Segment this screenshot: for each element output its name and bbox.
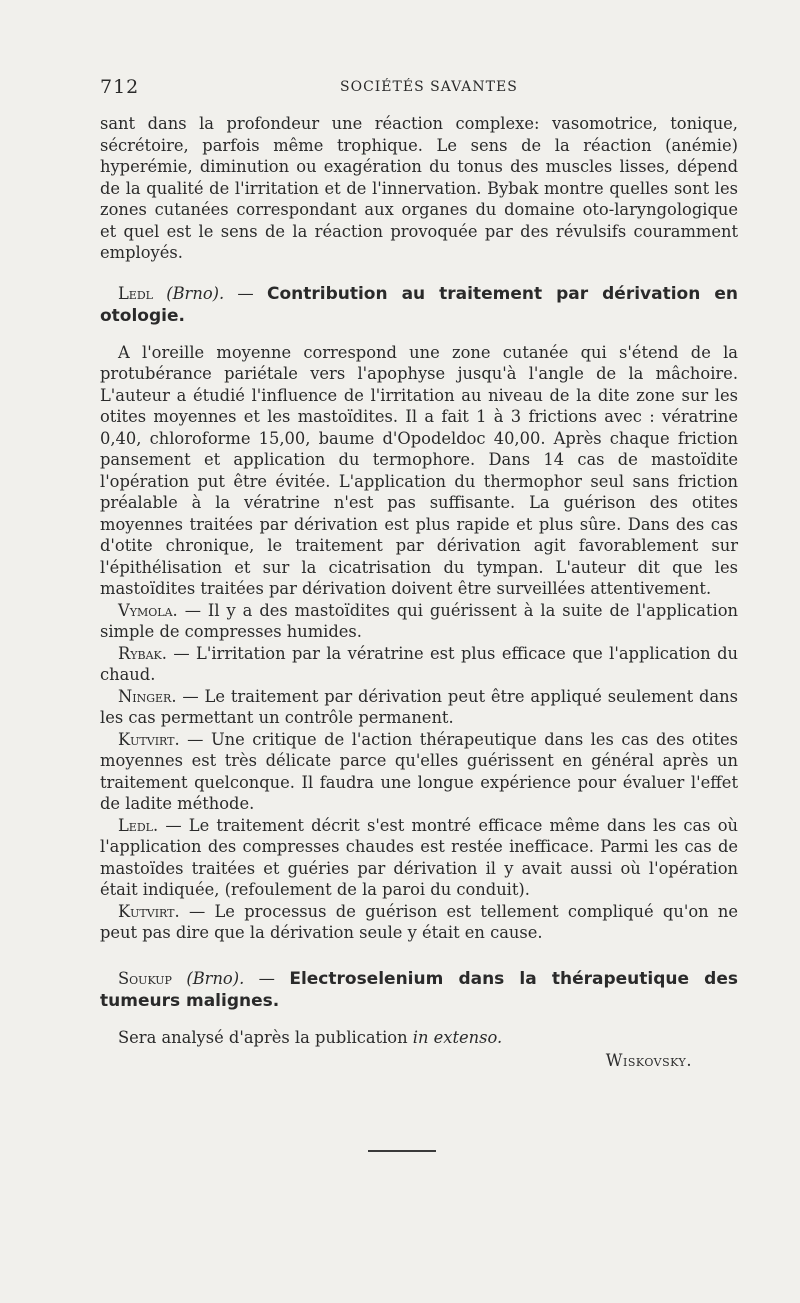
- discussion-text: — L'irritation par la vératrine est plus efficace que l'application du chaud.: [100, 643, 738, 684]
- author-name: Soukup: [118, 968, 172, 988]
- author-location: (Brno).: [166, 283, 225, 303]
- discussion-item: [100, 600, 738, 643]
- discussion-item: [100, 901, 738, 944]
- title-dash: —: [237, 283, 254, 303]
- analysis-note-text: Sera analysé d'après la publication: [118, 1027, 408, 1047]
- discussion-item: [100, 815, 738, 901]
- section-heading-ledl: [100, 283, 738, 328]
- speaker-name: Kutvirt.: [118, 901, 180, 921]
- discussion-text: — Le processus de guérison est tellement compliqué qu'on ne peut pas dire que la dérivation seule y était en cause.: [100, 901, 738, 942]
- section-divider: [368, 1150, 436, 1152]
- discussion-item: [100, 643, 738, 686]
- page-header: [100, 76, 740, 100]
- communication-title: Contribution au traitement par dérivation en otologie.: [100, 283, 738, 326]
- speaker-name: Kutvirt.: [118, 729, 180, 749]
- discussion-item: [100, 729, 738, 815]
- title-dash: —: [258, 968, 275, 988]
- discussion-item: [100, 686, 738, 729]
- author-location: (Brno).: [186, 968, 245, 988]
- analysis-note-italic: in extenso.: [412, 1027, 503, 1047]
- article-body: [100, 113, 738, 1072]
- speaker-name: Ninger.: [118, 686, 177, 706]
- discussion-text: — Une critique de l'action thérapeutique dans les cas des otites moyennes est très délicate parce qu'elles guérissent en général après un traitement quelconque. Il faudra une longue expérience pour évaluer l'effet de ladite méthode.: [100, 729, 739, 813]
- continuation-paragraph: sant dans la profondeur une réaction complexe: vasomotrice, tonique, sécrétoire, parfois même trophique. Le sens de la réaction (anémie) hyperémie, diminution ou exagération du tonus des muscles lisses, dépend de la qualité de l'irritation et de l'innervation. Bybak montre quelles sont les zones cutanées correspondant aux organes du domaine oto-laryngologique et quel est le sens de la réaction provoquée par des révulsifs couramment employés.: [100, 114, 738, 262]
- communication-title: Electroselenium dans la thérapeutique des tumeurs malignes.: [100, 968, 738, 1011]
- analysis-note: [100, 1027, 738, 1049]
- discussion-text: — Le traitement décrit s'est montré efficace même dans les cas où l'application des compresses chaudes est restée inefficace. Parmi les cas de mastoïdes traitées et guéries par dérivation il y avait aussi où l'opération était indiquée, (refoulement de la paroi du conduit).: [100, 815, 738, 899]
- discussion-text: — Il y a des mastoïdites qui guérissent à la suite de l'application simple de compresses humides.: [100, 600, 738, 641]
- speaker-name: Vymola.: [118, 600, 178, 620]
- section-heading-soukup: [100, 968, 738, 1013]
- reviewer-signature: Wiskovsky.: [605, 1051, 692, 1070]
- author-name: Ledl: [118, 283, 153, 303]
- speaker-name: Ledl.: [118, 815, 159, 835]
- page-number: 712: [100, 76, 140, 98]
- communication-body: A l'oreille moyenne correspond une zone cutanée qui s'étend de la protubérance pariétale vers l'apophyse jusqu'à l'angle de la mâchoire. L'auteur a étudié l'influence de l'irritation au niveau de la dite zone sur les otites moyennes et les mastoïdites. Il a fait 1 à 3 frictions avec : vératrine 0,40, chloroforme 15,00, baume d'Opodeldoc 40,00. Après chaque friction pansement et application du termophore. Dans 14 cas de mastoïdite l'opération put être évitée. L'application du thermophor seul sans friction préalable à la vératrine n'est pas suffisante. La guérison des otites moyennes traitées par dérivation est plus rapide et plus sûre. Dans des cas d'otite chronique, le traitement par dérivation agit favorablement sur l'épithélisation et sur la cicatrisation du tympan. L'auteur dit que les mastoïdites traitées par dérivation doivent être surveillées attentivement.: [100, 342, 738, 598]
- discussion-text: — Le traitement par dérivation peut être appliqué seulement dans les cas permettant un contrôle permanent.: [100, 686, 738, 727]
- running-head: SOCIÉTÉS SAVANTES: [340, 79, 518, 95]
- speaker-name: Rybak.: [118, 643, 167, 663]
